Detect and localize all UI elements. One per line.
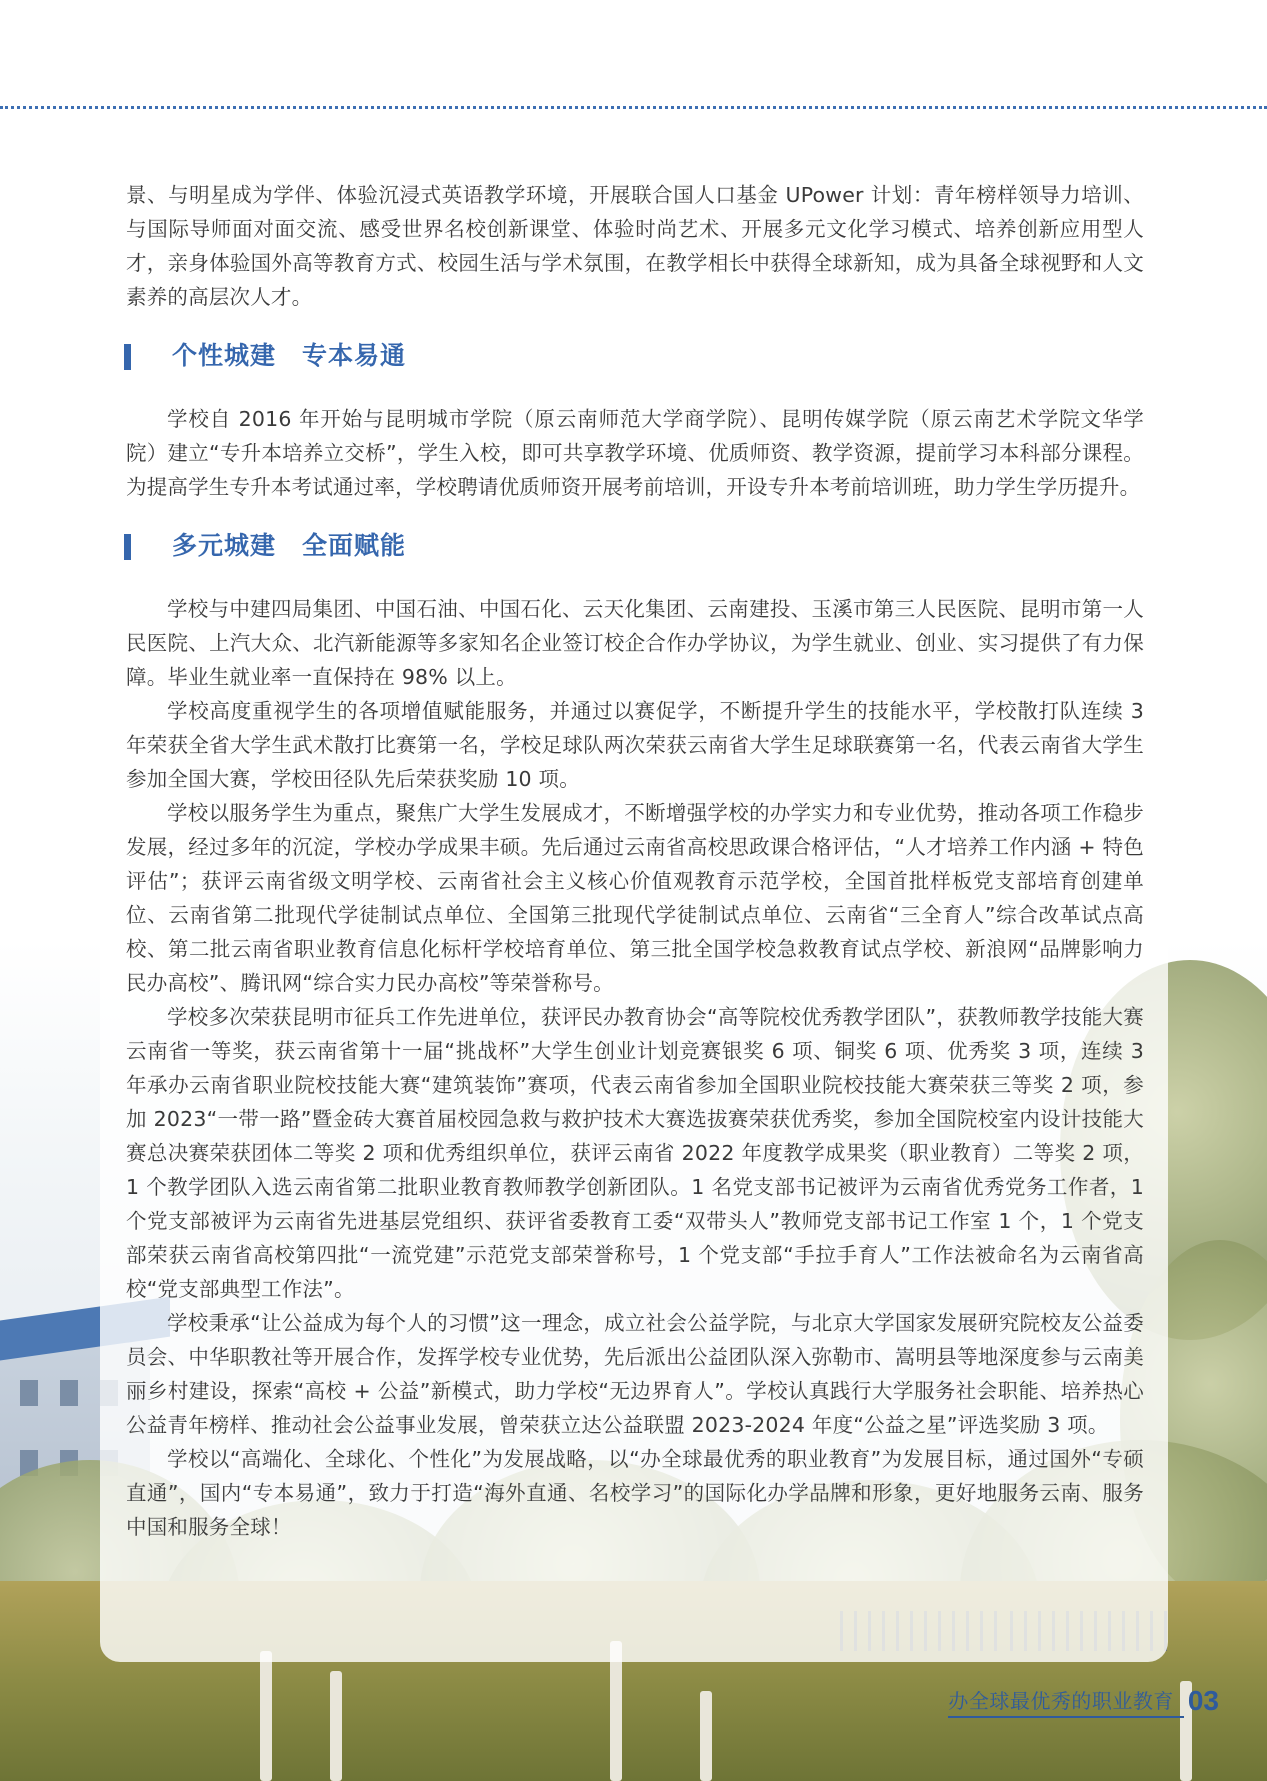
intro-paragraph: 景、与明星成为学伴、体验沉浸式英语教学环境，开展联合国人口基金 UPower 计划：青年榜样领导力培训、与国际导师面对面交流、感受世界名校创新课堂、体验时尚艺术、开展多元文化学习模式、培养创新应用型人才，亲身体验国外高等教育方式、校园生活与学术氛围，在教学相长中获得全球新知，成为具备全球视野和人文素养的高层次人才。 <box>126 183 1144 309</box>
heading-accent-bar <box>124 534 131 560</box>
section-heading-1 <box>126 336 1144 376</box>
footer-slogan: 办全球最优秀的职业教育 <box>948 1685 1184 1718</box>
heading-accent-bar <box>124 344 131 370</box>
paragraph: 学校以服务学生为重点，聚焦广大学生发展成才，不断增强学校的办学实力和专业优势，推动各项工作稳步发展，经过多年的沉淀，学校办学成果丰硕。先后通过云南省高校思政课合格评估，“人才培养工作内涵 + 特色评估”；获评云南省级文明学校、云南省社会主义核心价值观教育示范学校，全国首批样板党支部培育创建单位、云南省第二批现代学徒制试点单位、全国第三批现代学徒制试点单位、云南省“三全育人”综合改革试点高校、第二批云南省职业教育信息化标杆学校培育单位、第三批全国学校急救教育试点学校、新浪网“品牌影响力民办高校”、腾讯网“综合实力民办高校”等荣誉称号。 <box>126 801 1144 995</box>
paragraph: 学校与中建四局集团、中国石油、中国石化、云天化集团、云南建投、玉溪市第三人民医院、昆明市第一人民医院、上汽大众、北汽新能源等多家知名企业签订校企合作办学协议，为学生就业、创业、实习提供了有力保障。毕业生就业率一直保持在 98% 以上。 <box>126 597 1144 689</box>
page-footer <box>948 1681 1219 1721</box>
paragraph: 学校秉承“让公益成为每个人的习惯”这一理念，成立社会公益学院，与北京大学国家发展研究院校友公益委员会、中华职教社等开展合作，发挥学校专业优势，先后派出公益团队深入弥勒市、嵩明县等地深度参与云南美丽乡村建设，探索“高校 + 公益”新模式，助力学校“无边界育人”。学校认真践行大学服务社会职能、培养热心公益青年榜样、推动社会公益事业发展，曾荣获立达公益联盟 2023-2024 年度“公益之星”评选奖励 3 项。 <box>126 1311 1144 1437</box>
paragraph: 学校多次荣获昆明市征兵工作先进单位，获评民办教育协会“高等院校优秀教学团队”，获教师教学技能大赛云南省一等奖，获云南省第十一届“挑战杯”大学生创业计划竞赛银奖 6 项、铜奖 6 项、优秀奖 3 项，连续 3 年承办云南省职业院校技能大赛“建筑装饰”赛项，代表云南省参加全国职业院校技能大赛荣获三等奖 2 项，参加 2023“一带一路”暨金砖大赛首届校园急救与救护技术大赛选拔赛荣获优秀奖，参加全国院校室内设计技能大赛总决赛荣获团体二等奖 2 项和优秀组织单位，获评云南省 2022 年度教学成果奖（职业教育）二等奖 2 项，1 个教学团队入选云南省第二批职业教育教师教学创新团队。1 名党支部书记被评为云南省优秀党务工作者，1 个党支部被评为云南省先进基层党组织、获评省委教育工委“双带头人”教师党支部书记工作室 1 个，1 个党支部荣获云南省高校第四批“一流党建”示范党支部荣誉称号，1 个党支部“手拉手育人”工作法被命名为云南省高校“党支部典型工作法”。 <box>126 1005 1144 1301</box>
section-heading-2 <box>126 526 1144 566</box>
article-body <box>126 178 1144 1544</box>
paragraph: 学校自 2016 年开始与昆明城市学院（原云南师范大学商学院）、昆明传媒学院（原云南艺术学院文华学院）建立“专升本培养立交桥”，学生入校，即可共享教学环境、优质师资、教学资源，提前学习本科部分课程。为提高学生专升本考试通过率，学校聘请优质师资开展考前培训，开设专升本考前培训班，助力学生学历提升。 <box>126 407 1144 499</box>
paragraph: 学校高度重视学生的各项增值赋能服务，并通过以赛促学，不断提升学生的技能水平，学校散打队连续 3 年荣获全省大学生武术散打比赛第一名，学校足球队两次荣获云南省大学生足球联赛第一名，代表云南省大学生参加全国大赛，学校田径队先后荣获奖励 10 项。 <box>126 699 1144 791</box>
paragraph: 学校以“高端化、全球化、个性化”为发展战略，以“办全球最优秀的职业教育”为发展目标，通过国外“专硕直通”，国内“专本易通”，致力于打造“海外直通、名校学习”的国际化办学品牌和形象，更好地服务云南、服务中国和服务全球！ <box>126 1447 1144 1539</box>
section-title: 个性城建 专本易通 <box>172 341 407 370</box>
page-number: 03 <box>1187 1685 1219 1716</box>
section-title: 多元城建 全面赋能 <box>172 531 407 560</box>
top-dotted-rule <box>0 106 1267 109</box>
